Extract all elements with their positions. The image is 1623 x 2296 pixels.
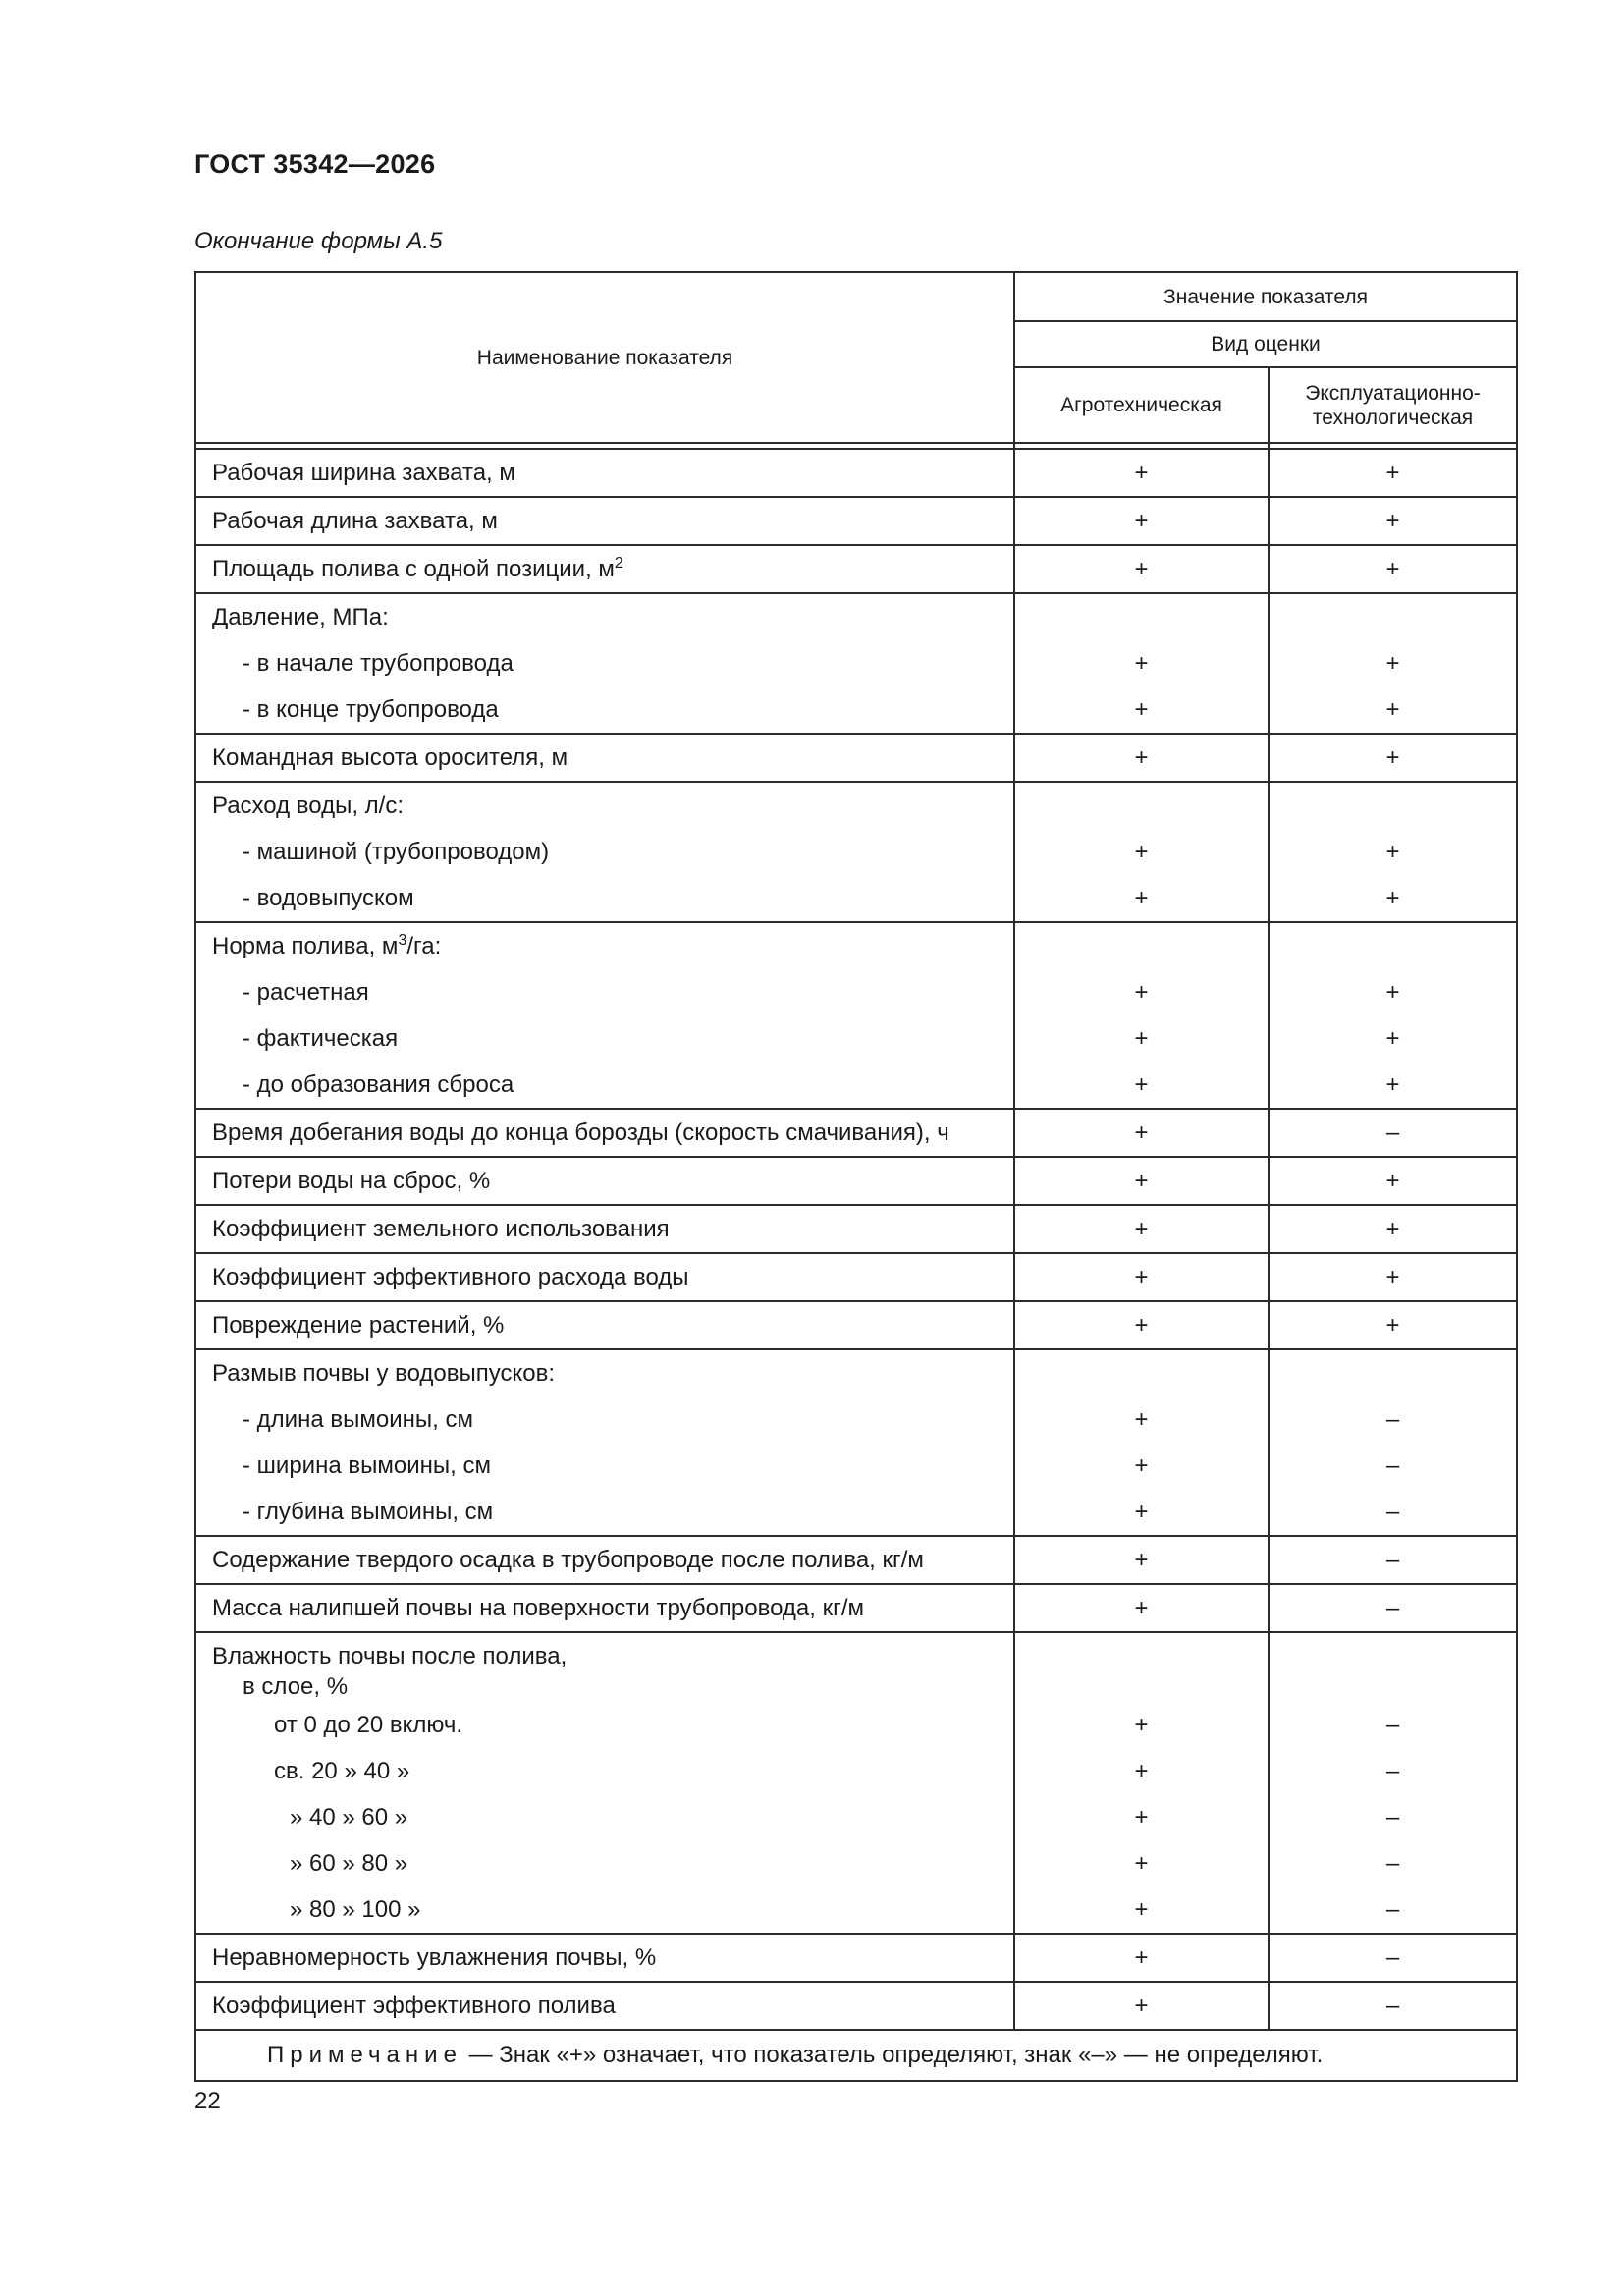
sub-indicator-name: - водовыпуском [243,885,414,911]
header-indicator-value: Значение показателя [1014,272,1517,321]
header-operational-technological [1269,367,1517,443]
agrotechnical-mark: + [1134,1120,1149,1146]
agrotechnical-mark: + [1134,1595,1149,1621]
operational-mark: + [1385,1264,1400,1290]
table-row [195,1109,1517,1157]
agrotechnical-cell [1014,1205,1269,1253]
table-body [195,449,1517,2030]
agrotechnical-mark: + [1134,885,1149,911]
table-row [195,449,1517,497]
operational-mark: – [1385,1452,1400,1479]
indicator-name-cell [195,1157,1014,1205]
indicator-name [196,546,1013,592]
table-row [195,545,1517,593]
indicator-name: Коэффициент эффективного полива [212,1993,616,2019]
operational-cell [1269,1982,1517,2030]
sub-indicator-name: св. 20 » 40 » [274,1758,410,1784]
indicator-name-cell [195,1982,1014,2030]
indicator-name: Командная высота оросителя, м [212,744,568,771]
agrotechnical-mark: + [1134,1025,1149,1052]
operational-mark: – [1385,1499,1400,1525]
table-row [195,497,1517,545]
agrotechnical-cell [1014,734,1269,782]
operational-mark: – [1385,1944,1400,1971]
agrotechnical-mark: + [1134,744,1149,771]
operational-cell [1269,1205,1517,1253]
agrotechnical-mark: + [1134,556,1149,582]
indicator-name: Влажность почвы после полива, [212,1643,568,1669]
note-text: — Знак «+» означает, что показатель определяют, знак «–» — не определяют. [461,2042,1324,2068]
cell-spacer [1015,1350,1268,1396]
agrotechnical-mark: + [1134,1452,1149,1479]
agrotechnical-mark: + [1134,1547,1149,1573]
operational-mark: – [1385,1595,1400,1621]
indicator-unit-exponent: 2 [614,555,623,572]
operational-mark: + [1385,1168,1400,1194]
table-caption: Окончание формы А.5 [194,228,443,254]
sub-indicator-name: - длина вымоины, см [243,1406,473,1433]
cell-spacer [1015,594,1268,640]
agrotechnical-cell [1014,1982,1269,2030]
cell-spacer [1015,1633,1268,1702]
operational-mark: – [1385,1712,1400,1738]
header-agrotechnical: Агротехническая [1014,367,1269,443]
agrotechnical-cell [1014,1536,1269,1584]
agrotechnical-mark: + [1134,1406,1149,1433]
indicator-name: Рабочая ширина захвата, м [212,460,515,486]
agrotechnical-cell [1014,1632,1269,1934]
cell-spacer [1270,1350,1516,1396]
operational-cell [1269,593,1517,734]
operational-mark: + [1385,460,1400,486]
operational-mark: – [1385,1120,1400,1146]
table-row [195,593,1517,734]
operational-cell [1269,545,1517,593]
agrotechnical-mark: + [1134,1216,1149,1242]
agrotechnical-mark: + [1134,1758,1149,1784]
document-header: ГОСТ 35342—2026 [194,149,436,179]
operational-mark: – [1385,1547,1400,1573]
agrotechnical-cell [1014,1584,1269,1632]
agrotechnical-mark: + [1134,1264,1149,1290]
indicator-name-cell [195,1536,1014,1584]
indicator-name [196,923,1013,969]
operational-mark: + [1385,1025,1400,1052]
operational-cell [1269,1584,1517,1632]
indicator-name-cell [195,922,1014,1109]
indicator-name-cell [195,1301,1014,1349]
indicator-unit-exponent: 3 [398,932,407,949]
sub-indicator-name: - машиной (трубопроводом) [243,839,550,865]
table-row [195,1934,1517,1982]
agrotechnical-cell [1014,593,1269,734]
indicator-name-cell [195,1934,1014,1982]
agrotechnical-cell [1014,497,1269,545]
header-indicator-name: Наименование показателя [195,272,1014,443]
agrotechnical-mark: + [1134,1850,1149,1877]
sub-indicator-name: » 60 » 80 » [290,1850,408,1877]
table-row [195,1205,1517,1253]
indicators-table [194,271,1518,2082]
indicator-name: Коэффициент земельного использования [212,1216,670,1242]
indicator-name-cell [195,734,1014,782]
sub-indicator-name: » 40 » 60 » [290,1804,408,1831]
indicator-name: Повреждение растений, % [212,1312,505,1339]
operational-cell [1269,1253,1517,1301]
operational-cell [1269,1536,1517,1584]
operational-cell [1269,1349,1517,1536]
sub-indicator-name: - ширина вымоины, см [243,1452,491,1479]
agrotechnical-cell [1014,1253,1269,1301]
indicator-name-cell [195,1349,1014,1536]
indicator-name: Коэффициент эффективного расхода воды [212,1264,689,1290]
indicator-name-cell [195,1205,1014,1253]
cell-spacer [1270,783,1516,829]
operational-mark: – [1385,1993,1400,2019]
indicator-name: Содержание твердого осадка в трубопроводе после полива, кг/м [212,1547,924,1573]
agrotechnical-mark: + [1134,1499,1149,1525]
sub-indicator-name: - глубина вымоины, см [243,1499,494,1525]
indicator-name: Расход воды, л/с: [212,793,405,819]
operational-mark: + [1385,839,1400,865]
note-label: Примечание [267,2042,462,2068]
indicator-name-continued: в слое, % [243,1673,349,1700]
operational-mark: – [1385,1406,1400,1433]
cell-spacer [1270,923,1516,969]
operational-mark: + [1385,696,1400,723]
table-row [195,1536,1517,1584]
indicator-name-text: Площадь полива с одной позиции, м [212,556,615,582]
indicator-name-cell [195,497,1014,545]
agrotechnical-mark: + [1134,1993,1149,2019]
table-row [195,1982,1517,2030]
indicator-name-cell [195,1632,1014,1934]
cell-spacer [1270,1633,1516,1702]
page-number: 22 [194,2088,221,2114]
agrotechnical-mark: + [1134,460,1149,486]
operational-cell [1269,922,1517,1109]
operational-mark: – [1385,1804,1400,1831]
table-row [195,922,1517,1109]
agrotechnical-cell [1014,922,1269,1109]
operational-mark: + [1385,1312,1400,1339]
indicator-name: Размыв почвы у водовыпусков: [212,1360,556,1387]
operational-mark: + [1385,885,1400,911]
indicator-name: Неравномерность увлажнения почвы, % [212,1944,657,1971]
table-row [195,1632,1517,1934]
agrotechnical-mark: + [1134,1896,1149,1923]
agrotechnical-mark: + [1134,1168,1149,1194]
agrotechnical-cell [1014,449,1269,497]
table-row [195,1349,1517,1536]
operational-mark: + [1385,556,1400,582]
indicator-name-cell [195,449,1014,497]
agrotechnical-mark: + [1134,1312,1149,1339]
operational-cell [1269,1632,1517,1934]
table-row [195,1157,1517,1205]
sub-indicator-name: - до образования сброса [243,1071,514,1098]
operational-mark: + [1385,1216,1400,1242]
agrotechnical-mark: + [1134,508,1149,534]
indicator-name: Давление, МПа: [212,604,389,630]
agrotechnical-cell [1014,1157,1269,1205]
operational-cell [1269,1109,1517,1157]
indicator-name-cell [195,1109,1014,1157]
operational-mark: – [1385,1896,1400,1923]
agrotechnical-cell [1014,545,1269,593]
agrotechnical-mark: + [1134,1071,1149,1098]
agrotechnical-cell [1014,1301,1269,1349]
sub-indicator-name: от 0 до 20 включ. [274,1712,463,1738]
operational-cell [1269,734,1517,782]
agrotechnical-cell [1014,1109,1269,1157]
sub-indicator-name: » 80 » 100 » [290,1896,421,1923]
table-row [195,734,1517,782]
sub-indicator-name: - в начале трубопровода [243,650,514,677]
indicator-name-cell [195,1253,1014,1301]
operational-mark: – [1385,1850,1400,1877]
agrotechnical-mark: + [1134,979,1149,1006]
operational-mark: + [1385,650,1400,677]
indicator-name-cell [195,1584,1014,1632]
header-operational-line-2: технологическая [1312,406,1474,429]
agrotechnical-cell [1014,782,1269,922]
table-row [195,782,1517,922]
operational-mark: – [1385,1758,1400,1784]
operational-cell [1269,1301,1517,1349]
operational-mark: + [1385,1071,1400,1098]
indicator-name: Потери воды на сброс, % [212,1168,491,1194]
sub-indicator-name: - в конце трубопровода [243,696,499,723]
agrotechnical-cell [1014,1349,1269,1536]
table-row [195,1584,1517,1632]
agrotechnical-mark: + [1134,1804,1149,1831]
indicator-name-text: Норма полива, м [212,933,399,959]
indicator-name-suffix: /га: [406,933,442,959]
indicator-name-cell [195,782,1014,922]
indicator-name: Масса налипшей почвы на поверхности трубопровода, кг/м [212,1595,865,1621]
cell-spacer [1015,923,1268,969]
table-row [195,1253,1517,1301]
agrotechnical-mark: + [1134,1944,1149,1971]
header-operational-line-1: Эксплуатационно- [1305,381,1481,405]
sub-indicator-name: - расчетная [243,979,369,1006]
indicator-name-cell [195,545,1014,593]
operational-cell [1269,1157,1517,1205]
table-note [195,2030,1517,2081]
cell-spacer [1015,783,1268,829]
sub-indicator-name: - фактическая [243,1025,399,1052]
operational-mark: + [1385,744,1400,771]
operational-mark: + [1385,979,1400,1006]
indicator-name-cell [195,593,1014,734]
table-row [195,1301,1517,1349]
agrotechnical-mark: + [1134,696,1149,723]
operational-cell [1269,449,1517,497]
agrotechnical-mark: + [1134,839,1149,865]
cell-spacer [1270,594,1516,640]
operational-cell [1269,1934,1517,1982]
header-assessment-type: Вид оценки [1014,321,1517,367]
indicator-name: Время добегания воды до конца борозды (скорость смачивания), ч [212,1120,949,1146]
operational-mark: + [1385,508,1400,534]
agrotechnical-mark: + [1134,1712,1149,1738]
operational-cell [1269,782,1517,922]
indicator-name: Рабочая длина захвата, м [212,508,498,534]
agrotechnical-mark: + [1134,650,1149,677]
operational-cell [1269,497,1517,545]
agrotechnical-cell [1014,1934,1269,1982]
